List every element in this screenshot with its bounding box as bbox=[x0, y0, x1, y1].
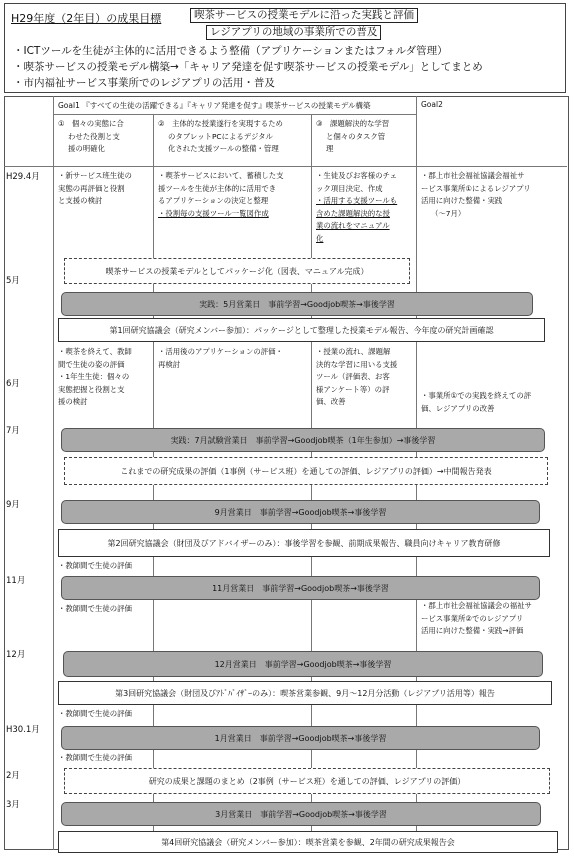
nov-col4-line: 活用に向けた整備・実践→評価 bbox=[421, 626, 524, 635]
june-col3-line: 決的な学習に用いる支援 bbox=[316, 359, 398, 369]
month-h29-4: H29.4月 bbox=[6, 172, 40, 182]
row-divider-goal bbox=[53, 114, 416, 115]
june-col1 bbox=[58, 346, 132, 409]
subgoal-2-line: ② 主体的な授業遂行を実現するため bbox=[158, 119, 283, 128]
april-col4-line: 活用に向けた整備・実践 bbox=[421, 196, 503, 205]
practice-bar-mar: 3月営業日 事前学習→Goodjob喫茶→事後学習 bbox=[61, 802, 541, 826]
nov-col4 bbox=[421, 600, 532, 638]
month-jun: 6月 bbox=[6, 379, 20, 389]
april-col2-line: ・喫茶サービスにおいて、蓄積した支 bbox=[158, 171, 284, 180]
meeting-4-box: 第4回研究協議会（研究メンバー参加）：喫茶営業を参観、2年間の研究成果報告会 bbox=[58, 831, 558, 853]
april-col1-line: ・新サービス班生徒の bbox=[58, 171, 132, 180]
april-col3-line: 業の流れをマニュアル bbox=[316, 221, 390, 230]
april-col3-line: ・生徒及びお客様のチェ bbox=[316, 171, 398, 180]
subgoal-1-line: わせた役割と支 bbox=[68, 131, 120, 141]
header-item-3: ・市内福祉サービス事業所でのレジアプリの活用・普及 bbox=[13, 77, 275, 89]
june-col2 bbox=[158, 346, 283, 371]
april-col3-line: 含めた課題解決的な授 bbox=[316, 208, 390, 218]
june-col3-line: 様アンケート等）の評 bbox=[316, 384, 390, 394]
month-dec: 12月 bbox=[6, 650, 26, 660]
summary-box: 研究の成果と課題のまとめ（2事例（サービス班）を通しての評価、レジアプリの評価） bbox=[64, 768, 550, 794]
june-col3-line: ・授業の流れ、課題解 bbox=[316, 347, 391, 356]
month-feb: 2月 bbox=[6, 771, 20, 781]
june-col3-line: ツール（評価表、お客 bbox=[316, 372, 390, 381]
meeting-1-box: 第1回研究協議会（研究メンバー参加）：パッケージとして整理した授業モデル報告、今年度の研究計画確認 bbox=[58, 318, 545, 342]
april-col4-line: ービス事業所①によるレジアプリ bbox=[421, 183, 531, 193]
header-item-2: ・喫茶サービスの授業モデル構築→「キャリア発達を促す喫茶サービスの授業モデル」としてまとめ bbox=[13, 61, 483, 73]
package-box: 喫茶サービスの授業モデルとしてパッケージ化（図表、マニュアル完成） bbox=[64, 258, 410, 284]
subgoal-2-line: 化された支援ツールの整備・管理 bbox=[168, 144, 279, 153]
goal-box-1: 喫茶サービスの授業モデルに沿った実践と評価 bbox=[190, 8, 418, 23]
june-col1-line: ・喫茶を終えて、教師 bbox=[58, 347, 132, 356]
col-divider-1 bbox=[53, 96, 54, 850]
subgoal-1 bbox=[58, 118, 124, 156]
dec-eval-note: ・教師間で生徒の評価 bbox=[58, 709, 132, 718]
goal2-header: Goal2 bbox=[421, 100, 443, 109]
june-col4-line: ・事業所①での実践を終えての評 bbox=[421, 391, 532, 400]
month-mar: 3月 bbox=[6, 800, 20, 810]
subgoal-2 bbox=[158, 118, 283, 156]
april-col2-line: 援ツールを生徒が主体的に活用でき bbox=[158, 183, 277, 193]
practice-bar-dec: 12月営業日 事前学習→Goodjob喫茶→事後学習 bbox=[63, 651, 543, 677]
june-col1-line: 援の検討 bbox=[58, 397, 88, 406]
header-item-1: ・ICTツールを生徒が主体的に活用できるよう整備（アプリケーションまたはフォルダ管理） bbox=[13, 45, 448, 57]
nov-col4-line: ・郡上市社会福祉協議会の福祉サ bbox=[421, 601, 532, 610]
june-col4 bbox=[421, 390, 531, 415]
june-col1-line: ・1年生生徒：個々の bbox=[58, 372, 130, 381]
goal-box-2: レジアプリの地域の事業所での普及 bbox=[206, 25, 381, 40]
interim-evaluation-box: これまでの研究成果の評価（1事例（サービス班）を通しての評価、レジアプリの評価）→中間報告発表 bbox=[64, 457, 548, 485]
april-col1 bbox=[58, 170, 132, 208]
subgoal-3 bbox=[316, 118, 389, 156]
subgoal-2-line: のタブレットPCによるデジタル bbox=[168, 131, 273, 141]
sep-eval-note: ・教師間で生徒の評価 bbox=[58, 561, 132, 570]
practice-bar-nov: 11月営業日 事前学習→Goodjob喫茶→事後学習 bbox=[61, 576, 540, 600]
april-col2-line: るアプリケーションの決定と整理 bbox=[158, 196, 269, 205]
month-h30-1: H30.1月 bbox=[6, 725, 40, 735]
june-col4-line: 価、レジアプリの改善 bbox=[421, 403, 495, 413]
june-col1-line: 実態把握と役割と支 bbox=[58, 384, 125, 394]
nov-col4-line: ービス事業所②でのレジアプリ bbox=[421, 613, 524, 623]
month-may: 5月 bbox=[6, 276, 20, 286]
nov-eval-note: ・教師間で生徒の評価 bbox=[58, 604, 132, 613]
row-divider-header bbox=[4, 166, 567, 167]
practice-bar-jul: 実践：7月試験営業日 事前学習→Goodjob喫茶（1年生参加）→事後学習 bbox=[61, 428, 545, 452]
practice-bar-jan: 1月営業日 事前学習→Goodjob喫茶→事後学習 bbox=[61, 726, 540, 750]
april-col4-line: （～7月） bbox=[431, 208, 466, 218]
subgoal-3-line: と個々のタスク管 bbox=[326, 131, 386, 141]
april-col3-line: 化 bbox=[316, 233, 324, 243]
april-col4 bbox=[421, 170, 531, 220]
practice-bar-sep: 9月営業日 事前学習→Goodjob喫茶→事後学習 bbox=[61, 500, 540, 524]
subgoal-3-line: 理 bbox=[326, 144, 334, 153]
month-nov: 11月 bbox=[6, 576, 26, 586]
april-col2-line: ・役割毎の支援ツール一覧図作成 bbox=[158, 208, 269, 218]
june-col2-line: 再検討 bbox=[158, 359, 181, 369]
subgoal-1-line: 援の明確化 bbox=[68, 144, 105, 153]
meeting-3-box: 第3回研究協議会（財団及びｱﾄﾞﾊﾞｲｻﾞｰのみ）：喫茶営業参観、9月～12月分活動（レジアプリ活用等）報告 bbox=[58, 681, 552, 705]
june-col3 bbox=[316, 346, 397, 409]
month-jul: 7月 bbox=[6, 426, 20, 436]
april-col2 bbox=[158, 170, 284, 220]
april-col3-line: ック項目決定、作成 bbox=[316, 183, 383, 193]
jan-eval-note: ・教師間で生徒の評価 bbox=[58, 753, 132, 762]
header-box bbox=[4, 3, 566, 93]
june-col1-line: 間で生徒の姿の評価 bbox=[58, 359, 125, 369]
meeting-2-box: 第2回研究協議会（財団及びアドバイザーのみ）：事後学習を参観、前期成果報告、職員向けキャリア教育研修 bbox=[58, 529, 550, 557]
june-col3-line: 価、改善 bbox=[316, 397, 346, 406]
april-col4-line: ・郡上市社会福祉協議会福祉サ bbox=[421, 171, 525, 180]
april-col3-line: ・活用する支援ツールも bbox=[316, 196, 398, 205]
subgoal-3-line: ③ 課題解決的な学習 bbox=[316, 119, 390, 128]
april-col1-line: 実態の再評価と役割 bbox=[58, 183, 125, 193]
month-sep: 9月 bbox=[6, 500, 20, 510]
practice-bar-may: 実践：5月営業日 事前学習→Goodjob喫茶→事後学習 bbox=[61, 292, 533, 316]
april-col1-line: と支援の検討 bbox=[58, 196, 103, 205]
june-col2-line: ・活用後のアプリケーションの評価・ bbox=[158, 347, 283, 356]
april-col3 bbox=[316, 170, 397, 245]
subgoal-1-line: ① 個々の実態に合 bbox=[58, 119, 124, 128]
goal1-header: Goal1 『すべての生徒の活躍できる』『キャリア発達を促す』喫茶サービスの授業モデル構築 bbox=[58, 101, 371, 110]
header-title: H29年度（2年目）の成果目標 bbox=[11, 12, 162, 25]
